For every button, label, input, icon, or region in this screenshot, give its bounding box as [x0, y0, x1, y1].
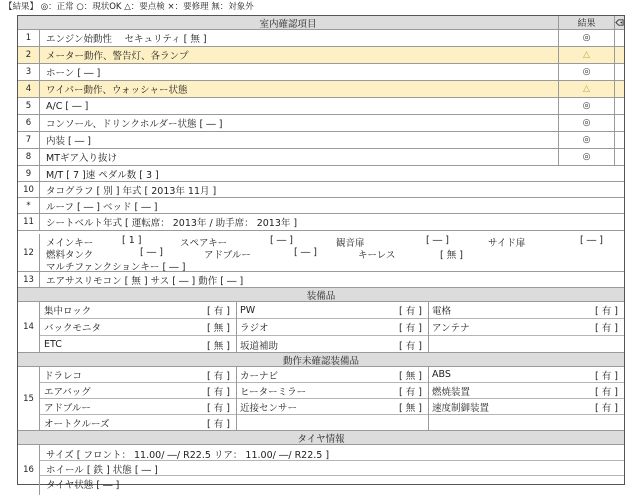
result-mark: ◎ — [558, 149, 614, 165]
equipment-cell — [40, 367, 236, 383]
row-number: 3 — [18, 64, 40, 80]
equipment-value: [ 無 ] — [207, 340, 230, 352]
equipment-label: アドブルー — [44, 402, 91, 414]
main-key-value: [ 1 ] — [122, 235, 142, 246]
note-cell — [614, 98, 624, 114]
equipment-label: 近接センサー — [240, 402, 298, 414]
adblue-label: アドブルー — [204, 250, 251, 261]
equipment-cell — [428, 415, 624, 431]
result-mark: △ — [558, 81, 614, 97]
equipment-cell — [236, 415, 428, 431]
note-cell — [614, 81, 624, 97]
tires-section-title: タイヤ情報 — [18, 431, 624, 445]
equipment-value: [ 有 ] — [399, 340, 422, 352]
check-item-text: シートベルト年式 [ 運転席： 2013年 / 助手席： 2013年 ] — [46, 218, 298, 229]
row-number: 16 — [18, 445, 40, 495]
header-result-label: 結果 — [558, 16, 614, 29]
row-number: 14 — [18, 302, 40, 352]
equipment-label: ABS — [432, 369, 451, 380]
equipment-label: バックモニタ — [44, 323, 102, 334]
result-mark: ◎ — [558, 30, 614, 46]
row-number: 7 — [18, 132, 40, 148]
adblue-value: [ ― ] — [294, 247, 317, 258]
row-number: 1 — [18, 30, 40, 46]
keyless-value: [ 無 ] — [440, 250, 463, 261]
equipment-cell — [40, 336, 236, 353]
check-row — [18, 166, 624, 182]
tire-info — [18, 445, 624, 495]
note-cell — [614, 149, 624, 165]
fuel-tank-label: 燃料タンク — [46, 250, 94, 261]
equipment-label: エアバッグ — [44, 386, 91, 398]
column-divider — [236, 367, 237, 430]
side-door-label: サイド扉 — [488, 238, 526, 249]
result-legend: 【結果】 ◎：正常 ○：現状OK △：要点検 ×：要修理 無：対象外 — [4, 2, 254, 12]
wheel-info: ホイール [ 鉄 ] 状態 [ ― ] — [46, 465, 158, 476]
check-row — [18, 149, 624, 166]
keyless-label: キーレス — [358, 250, 396, 261]
check-item-text: ワイパー動作、ウォッシャー状態 — [46, 85, 188, 96]
column-divider — [428, 367, 429, 430]
row-number: 10 — [18, 182, 40, 197]
tag-icon — [614, 16, 624, 29]
row-number: * — [18, 198, 40, 213]
equipment-label: 坂道補助 — [240, 340, 279, 352]
check-item-text: タコグラフ [ 別 ] 年式 [ 2013年 11月 ] — [46, 185, 217, 197]
equipment-cell — [40, 415, 236, 431]
air-suspension-row — [18, 272, 624, 288]
note-cell — [614, 64, 624, 80]
equipment-value: [ 有 ] — [207, 419, 230, 430]
equipment-label: カーナビ — [240, 370, 279, 382]
equipment-value: [ 有 ] — [207, 402, 230, 414]
header-title: 室内確認項目 — [259, 18, 317, 30]
note-cell — [614, 47, 624, 63]
equipment-label: 電格 — [432, 306, 452, 317]
equipment-cell — [428, 302, 624, 319]
side-door-value: [ ― ] — [580, 235, 603, 246]
keys-row — [18, 234, 624, 272]
kannon-door-label: 観音扉 — [336, 238, 365, 249]
check-item-text: A/C [ ― ] — [46, 100, 89, 112]
equipment-label: ETC — [44, 339, 62, 350]
note-cell — [614, 132, 624, 148]
column-divider — [428, 302, 429, 352]
result-mark: ◎ — [558, 132, 614, 148]
row-number: 4 — [18, 81, 40, 97]
check-item-text: ルーフ [ ― ] ベッド [ ― ] — [46, 201, 158, 213]
equipment-value: [ 有 ] — [399, 323, 422, 334]
equipment-value: [ 有 ] — [207, 386, 230, 398]
check-row — [18, 47, 624, 64]
equipment-cell — [428, 383, 624, 399]
unconfirmed-table — [18, 367, 624, 431]
unconfirmed-section-title: 動作未確認装備品 — [18, 353, 624, 367]
row-number: 12 — [18, 234, 40, 271]
equipment-label: 燃焼装置 — [432, 386, 471, 398]
result-mark: △ — [558, 47, 614, 63]
inspection-sheet — [17, 15, 625, 491]
equipment-cell — [236, 302, 428, 319]
tire-condition: タイヤ状態 [ ― ] — [46, 480, 120, 491]
row-number: 15 — [18, 367, 40, 430]
check-item-text: ホーン [ ― ] — [46, 68, 101, 79]
sheet-header — [18, 16, 624, 30]
equipment-value: [ 有 ] — [595, 402, 618, 414]
equipment-cell — [428, 399, 624, 415]
check-item-text: エンジン始動性 セキュリティ [ 無 ] — [46, 34, 207, 45]
check-row — [18, 98, 624, 115]
equipment-value: [ 無 ] — [207, 323, 230, 334]
equipment-cell — [236, 367, 428, 383]
check-row — [18, 64, 624, 81]
check-row — [18, 81, 624, 98]
equipment-label: 集中ロック — [44, 306, 92, 317]
equipment-cell — [40, 319, 236, 336]
equipment-value: [ 有 ] — [595, 306, 618, 317]
equipment-cell — [428, 319, 624, 336]
spare-key-value: [ ― ] — [270, 235, 293, 246]
result-mark: ◎ — [558, 115, 614, 131]
check-row — [18, 115, 624, 132]
air-suspension-text: エアサスリモコン [ 無 ] サス [ ― ] 動作 [ ― ] — [46, 275, 244, 287]
row-number: 13 — [18, 272, 40, 287]
note-cell — [614, 30, 624, 46]
equipment-cell — [40, 383, 236, 399]
row-number: 2 — [18, 47, 40, 63]
kannon-door-value: [ ― ] — [426, 235, 449, 246]
check-row — [18, 198, 624, 214]
row-number: 6 — [18, 115, 40, 131]
equipment-value: [ 有 ] — [399, 306, 422, 317]
equipment-cell — [236, 383, 428, 399]
equipment-cell — [428, 367, 624, 383]
equipment-value: [ 有 ] — [207, 306, 230, 317]
equipment-label: ヒーターミラー — [240, 386, 307, 398]
result-mark: ◎ — [558, 98, 614, 114]
main-key-label: メインキー — [46, 238, 94, 249]
equipment-cell — [236, 336, 428, 353]
check-row — [18, 30, 624, 47]
multifunction-key: マルチファンクションキー [ ― ] — [46, 262, 186, 273]
equipment-value: [ 有 ] — [207, 370, 230, 382]
row-number: 9 — [18, 166, 40, 181]
equipment-label: 速度制御装置 — [432, 402, 490, 414]
check-item-text: MTギア入り抜け — [46, 153, 117, 164]
fuel-tank-value: [ ― ] — [140, 247, 163, 258]
check-row — [18, 214, 624, 231]
equipment-value: [ 有 ] — [595, 386, 618, 398]
row-number: 11 — [18, 214, 40, 230]
equipment-value: [ 有 ] — [399, 386, 422, 398]
tire-size: サイズ [ フロント： 11.00/ ―/ R22.5 リア： 11.00/ ―/ R22.5 ] — [46, 450, 330, 461]
equipment-label: ドラレコ — [44, 370, 83, 382]
equipment-label: オートクルーズ — [44, 419, 110, 430]
equipment-value: [ 無 ] — [399, 402, 422, 414]
equipment-label: ラジオ — [240, 323, 269, 334]
row-number: 5 — [18, 98, 40, 114]
row-number: 8 — [18, 149, 40, 165]
equipment-section-title: 装備品 — [18, 288, 624, 302]
check-item-text: 内装 [ ― ] — [46, 136, 91, 147]
equipment-value: [ 有 ] — [595, 370, 618, 382]
equipment-value: [ 有 ] — [595, 323, 618, 334]
column-divider — [236, 302, 237, 352]
equipment-cell — [236, 319, 428, 336]
check-row — [18, 132, 624, 149]
spare-key-label: スペアキー — [180, 238, 228, 249]
equipment-cell — [428, 336, 624, 353]
equipment-table — [18, 302, 624, 353]
equipment-label: アンテナ — [432, 323, 470, 334]
equipment-label: PW — [240, 304, 256, 316]
equipment-cell — [236, 399, 428, 415]
check-row — [18, 182, 624, 198]
check-item-text: コンソール、ドリンクホルダー状態 [ ― ] — [46, 119, 223, 130]
result-mark: ◎ — [558, 64, 614, 80]
check-item-text: メーター動作、警告灯、各ランプ — [46, 51, 189, 62]
check-item-text: M/T [ 7 ]速 ペダル数 [ 3 ] — [46, 169, 159, 181]
equipment-cell — [40, 399, 236, 415]
equipment-cell — [40, 302, 236, 319]
equipment-value: [ 無 ] — [399, 370, 422, 382]
note-cell — [614, 115, 624, 131]
